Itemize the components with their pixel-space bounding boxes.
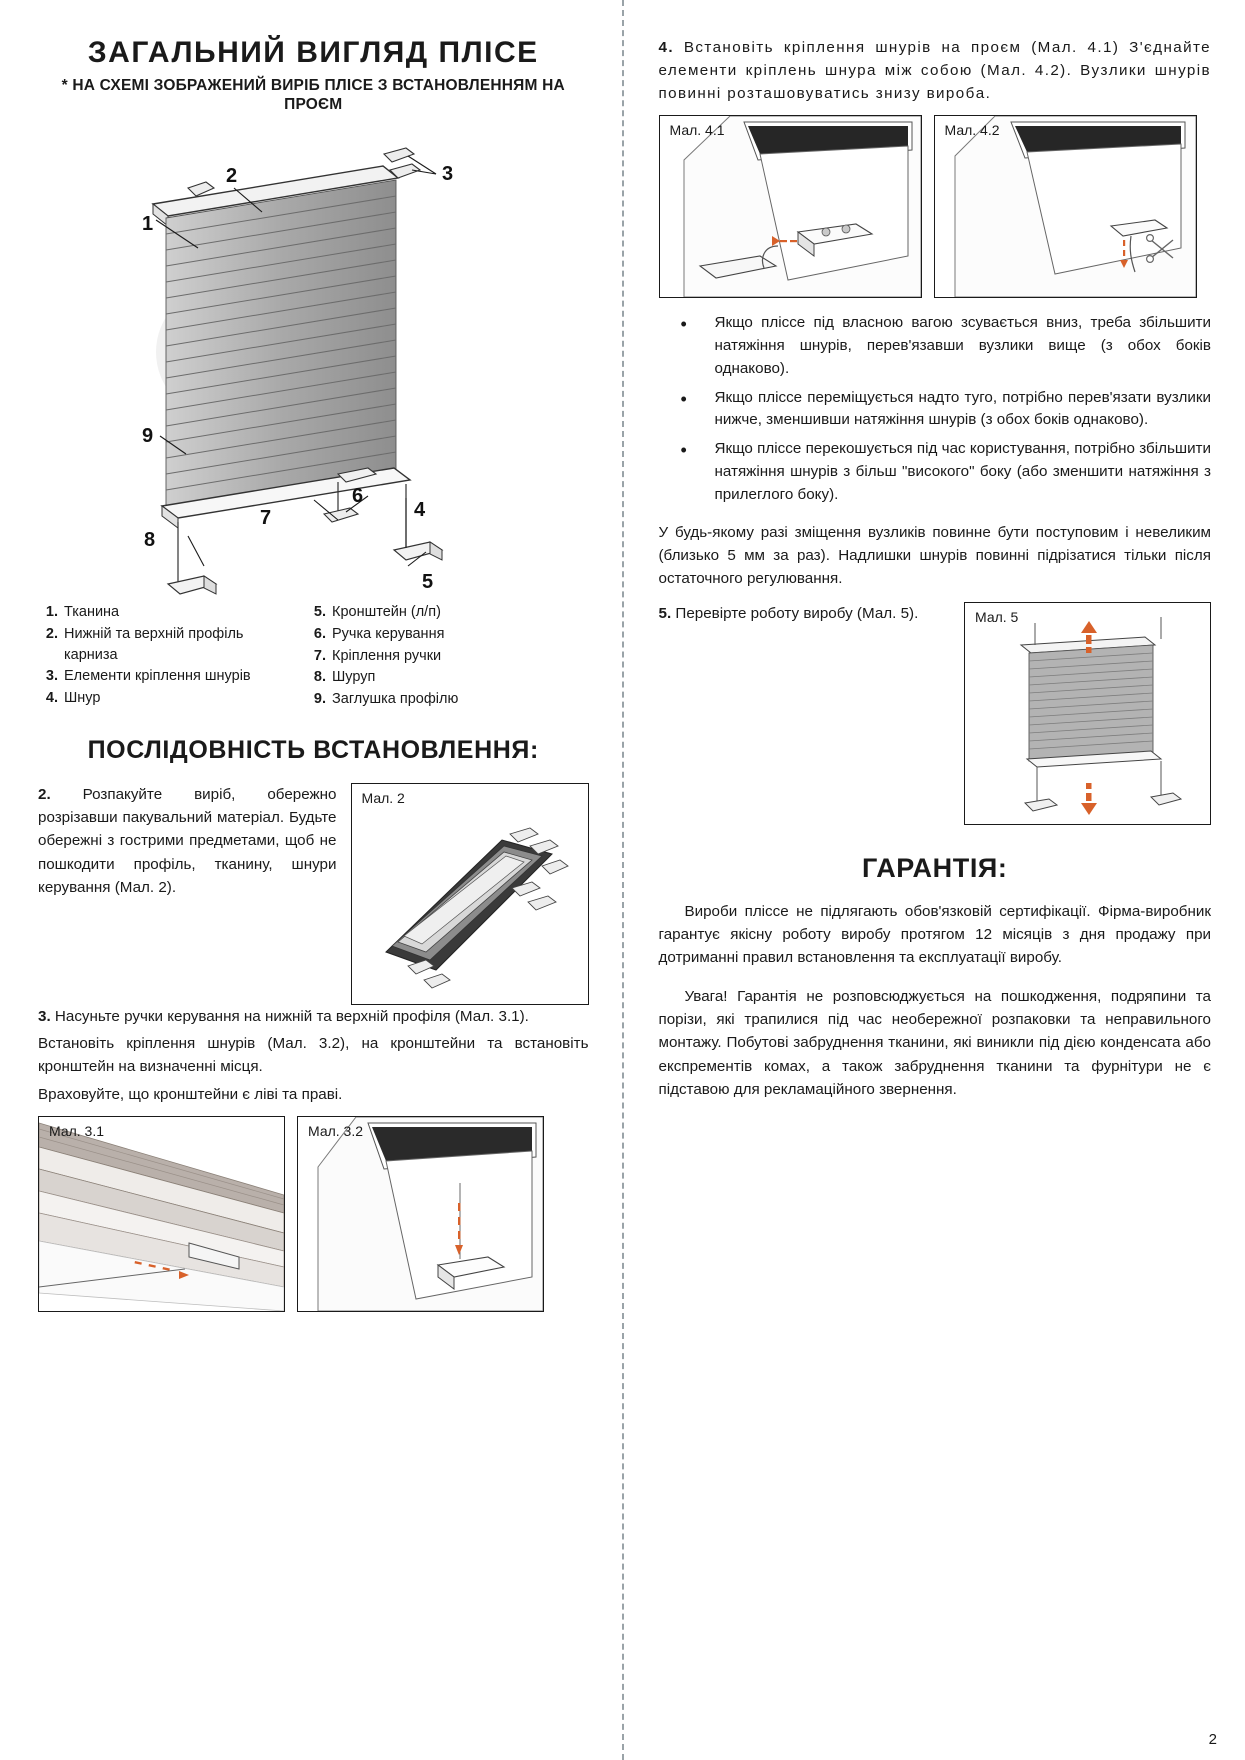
step-3-number: 3. [38, 1008, 51, 1026]
figure-3-1 [38, 1116, 285, 1312]
legend-label: Шнур [64, 689, 101, 706]
list-item [306, 602, 556, 623]
step-5-number: 5. [658, 604, 672, 622]
step-3-line-1: Насуньте ручки керування на нижній та верхній профіля (Мал. 3.1). [54, 1008, 529, 1026]
column-divider [622, 0, 624, 1760]
list-item: • Якщо пліссе переміщується надто туго, потрібно перев'язати вузлики нижче, зменшивши натяжіння шнурів (з обох боків однаково). [659, 387, 1212, 433]
list-item [38, 688, 288, 709]
adjustment-note: У будь-якому разі зміщення вузликів повинне бути поступовим і невеликим (близько 5 мм за раз). Надлишки шнурів повинні підрізатися тільки після остаточного регулювання. [658, 523, 1211, 587]
svg-text:5: 5 [422, 571, 434, 594]
legend-label: Заглушка профілю [332, 690, 459, 707]
figure-4-1 [659, 115, 922, 298]
svg-text:6: 6 [352, 485, 364, 508]
adjustment-bullets [659, 312, 1212, 506]
legend-number: 3. [45, 668, 58, 685]
page-number: 2 [1208, 1731, 1217, 1748]
step-3-paragraph [38, 1005, 589, 1028]
list-item [38, 624, 288, 665]
list-item: • Якщо пліссе під власною вагою зсувається вниз, треба збільшити натяжіння шнурів, перев'язавши вузлики вище (з обох боків однаково). [659, 312, 1212, 380]
step-3-line-2-paragraph [38, 1032, 589, 1078]
legend-column-right [306, 602, 556, 710]
figure-2 [351, 783, 589, 1005]
svg-text:2: 2 [226, 165, 238, 188]
install-section-title: ПОСЛІДОВНІСТЬ ВСТАНОВЛЕННЯ: [87, 736, 539, 765]
legend-number: 9. [313, 690, 326, 707]
page-subtitle: * НА СХЕМІ ЗОБРАЖЕНИЙ ВИРІБ ПЛІСЕ З ВСТАНОВЛЕННЯМ НА ПРОЄМ [61, 76, 565, 113]
step-2 [38, 783, 589, 1005]
legend-label: Шуруп [332, 669, 376, 686]
figure-2-caption: Мал. 2 [361, 790, 405, 807]
legend-column-left [38, 602, 288, 710]
list-item [306, 646, 556, 667]
legend-label: Кріплення ручки [332, 647, 442, 664]
legend-label: Кронштейн (л/п) [332, 604, 441, 621]
step-3-line-3-paragraph [38, 1083, 589, 1106]
figure-4-2 [934, 115, 1197, 298]
step-5-text: Перевірте роботу виробу (Мал. 5). [675, 604, 919, 622]
figure-4-1-drawing [660, 116, 921, 297]
pleated-blind-drawing [38, 118, 558, 598]
legend-number: 6. [313, 625, 326, 642]
legend-number: 1. [45, 604, 58, 621]
warranty-paragraph-1: Вироби пліссе не підлягають обов'язковій сертифікації. Фірма-виробник гарантує якісну роботу виробу протягом 12 місяців з дня продажу при дотриманні правил встановлення та експлуатації виробу. [658, 902, 1211, 967]
parts-legend [38, 602, 589, 710]
figure-5-caption: Мал. 5 [975, 608, 1019, 625]
warranty-title: ГАРАНТІЯ: [861, 852, 1008, 883]
svg-text:1: 1 [142, 213, 154, 236]
list-item [306, 667, 556, 688]
figure-4-2-drawing [935, 116, 1196, 297]
step-2-text: Розпакуйте виріб, обережно розрізавши пакувальний матеріал. Будьте обережні з гострими предметами, щоб не пошкодити профіль, тканину, шнури керування (Мал. 2). [38, 786, 337, 896]
svg-text:7: 7 [260, 507, 272, 530]
figure-3-1-caption: Мал. 3.1 [49, 1122, 105, 1139]
figure-3-2-caption: Мал. 3.2 [308, 1122, 364, 1139]
step-5-paragraph [659, 602, 949, 625]
overview-figure [38, 118, 589, 598]
step-4-number: 4. [658, 39, 674, 56]
page-title: ЗАГАЛЬНИЙ ВИГЛЯД ПЛІСЕ [87, 36, 539, 69]
legend-label: Тканина [64, 604, 120, 621]
right-column [623, 18, 1220, 1746]
figure-2-drawing [352, 784, 588, 1004]
legend-label: Нижній та верхній профіль карниза [64, 625, 244, 663]
step-4-text: Встановіть кріплення шнурів на проєм (Мал. 4.1) З'єднайте елементи кріплень шнура між собою (Мал. 4.2). Вузлики шнурів повинні розташовуватись знизу виробa. [658, 39, 1211, 103]
svg-text:8: 8 [144, 529, 156, 552]
legend-number: 5. [313, 604, 326, 621]
left-column [26, 18, 623, 1746]
figure-3-2 [297, 1116, 544, 1312]
step-5 [659, 602, 1212, 825]
figure-3-2-drawing [298, 1117, 543, 1311]
svg-text:3: 3 [442, 163, 454, 186]
step-2-number: 2. [38, 786, 51, 804]
step-3-line-2: Встановіть кріплення шнурів (Мал. 3.2), на кронштейни та встановіть кронштейн на визначенні місця. [38, 1035, 589, 1076]
step-4-paragraph [659, 36, 1212, 105]
svg-text:4: 4 [414, 499, 426, 522]
list-item [38, 666, 288, 687]
legend-number: 2. [45, 625, 58, 642]
legend-label: Елементи кріплення шнурів [64, 668, 251, 685]
legend-label: Ручка керування [332, 625, 445, 642]
figure-5-drawing [965, 603, 1210, 824]
list-item: • Якщо пліссе перекошується під час користування, потрібно збільшити натяжіння шнурів з більш "високого" боку (або зменшити натяжіння з прилеглого боку). [659, 438, 1212, 506]
legend-number: 8. [313, 669, 326, 686]
figure-row-4 [659, 115, 1212, 298]
legend-number: 7. [313, 647, 326, 664]
figure-4-2-caption: Мал. 4.2 [944, 122, 1000, 139]
figure-5 [964, 602, 1211, 825]
warranty-paragraph-2: Увага! Гарантія не розповсюджується на пошкодження, подряпини та порізи, які трапилися під час необережної розпаковки та неправильного монтажу. Побутові забруднення тканини, які виникли під дією конденсата або експрементів комах, а також забруднення тканини та фурнітури не є підставою для рекламаційного звернення. [658, 988, 1211, 1098]
figure-3-1-drawing [39, 1117, 284, 1311]
figure-row-3 [38, 1116, 589, 1312]
list-item [306, 689, 556, 710]
figure-4-1-caption: Мал. 4.1 [669, 122, 725, 139]
list-item [38, 602, 288, 623]
list-item [306, 624, 556, 645]
step-2-paragraph [38, 783, 337, 898]
svg-text:9: 9 [142, 425, 154, 448]
legend-number: 4. [45, 689, 58, 706]
step-3-line-3: Враховуйте, що кронштейни є ліві та праві. [38, 1085, 343, 1103]
